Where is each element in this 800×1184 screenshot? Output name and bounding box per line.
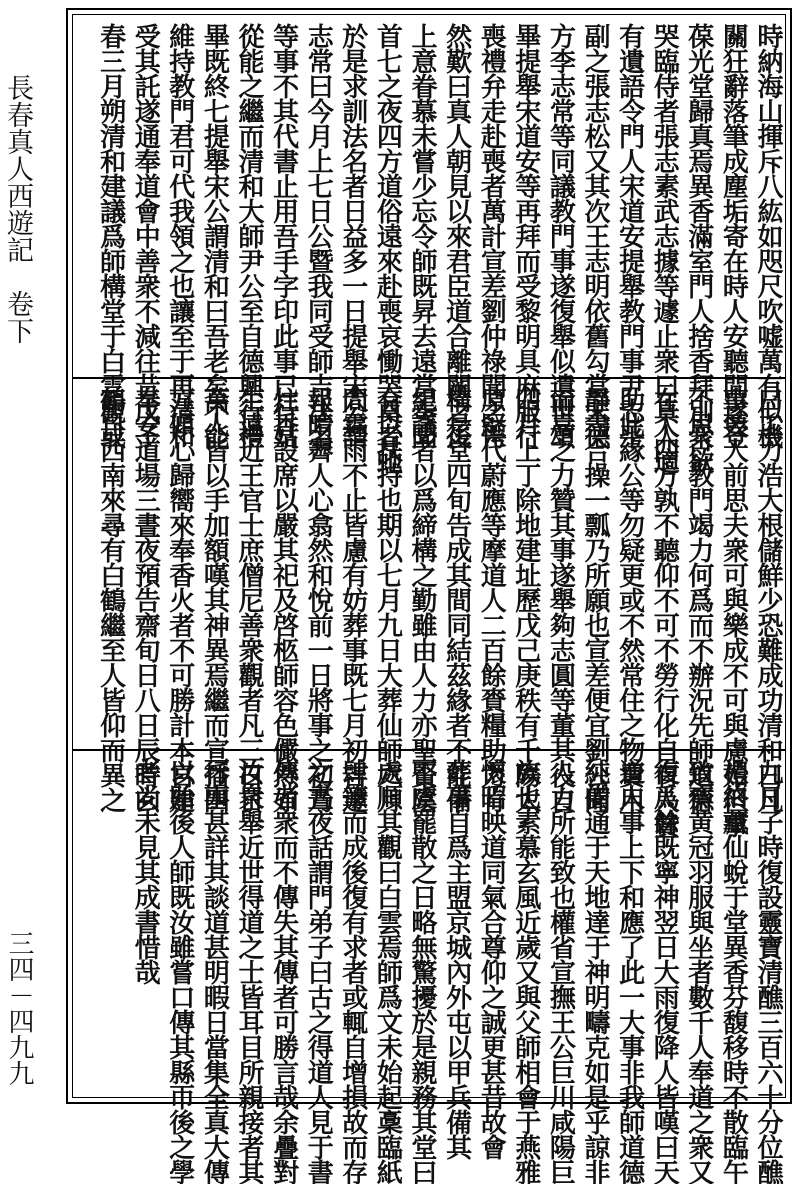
page-frame [66,8,792,1184]
text-column: 紀議者以爲締構之勤雖由人力亦聖賢陰 [407,387,437,812]
text-column: 在人四方孰不聽仰不可不勞行化自有人贊 [649,387,680,837]
text-column: 以貽後人師既汝雖嘗口傳其縣帀後之學 [164,759,195,1184]
text-column: 傳者衆而不傳失其傳者可勝言哉余疊對 [268,759,299,1184]
text-column: 間霖雨不止皆慮有妨葬事既七月初吉遽 [337,387,368,812]
text-column: 奉安道場三晝夜預告齋旬日八日辰時玄 [130,387,161,812]
text-column: 純備通于天地達于神明疇克如是乎諒非 [580,759,610,1184]
text-band-middle [73,377,785,837]
text-column: 肆筆而成後復有求者或輒自增損故而存 [337,759,368,1184]
text-column: 畢既終七提舉宋公謂清和曰吾老矣不能 [199,23,230,448]
text-column: 有以扶持也期以七月九日大葬仙師六月 [372,387,403,812]
text-column: 汝衆舉近世得道之士皆耳目所親接者其 [234,759,264,1184]
text-column: 於是求訓法名者日益多一日提舉宋公謂 [337,23,368,448]
text-column: 從能之繼而清和大師尹公至自德興行禮 [234,23,264,448]
text-column: 方李志常等同議教門事遂復舉似遺世頌 [545,23,576,448]
text-column: 懷昭映道同氣合尊仰之誠更甚昔故會 [476,759,507,1159]
running-title: 長春真人西遊記 卷下 [2,74,33,344]
text-column: 受其託遂通奉道會中善衆不減往昔戊子 [130,23,161,448]
text-column: 而喜之力贊其事遂舉夠志圓等董其役自 [545,387,576,812]
text-column: 志常曰今月上七日公暨我同受師吉法名 [303,23,334,448]
text-column: 時納海山揮斥八紘如咫尺吹嘘萬有似機 [753,23,783,448]
text-column: 助此緣公等勿疑更或不然常住之物費用 [614,387,645,812]
text-column: 報晴霽人心翕然和悅前一日將事之初乃 [303,387,334,812]
text-column: 不虞罷散之日略無驚擾於是親務其堂曰 [407,759,437,1184]
text-column: 炷香設席以嚴其祀及啓柩師容色儼然如 [268,387,299,812]
text-column: 復爲餘既寧神翌日大雨復降人皆嘆曰天 [649,759,680,1184]
text-column: 生遠近王官士庶僧尼善衆觀者凡三日日 [234,387,264,812]
text-column: 不思已教門竭力何爲而不辦況先師道德 [683,387,714,812]
text-block [72,14,786,1184]
text-column: 哭臨侍者張志素武志據等遽止衆曰真人適 [649,23,680,473]
text-column: 道人事上下和應了此一大事非我師道德 [614,759,645,1184]
text-column: 事要人前思夫衆可與樂成不可與慮始但事 [718,387,749,837]
text-column: 葆光堂歸真焉異香滿室門人捨香拜別衆欲 [683,23,714,473]
text-band-bottom [73,749,785,1184]
text-column: 春三月朔清和建議爲師構堂于白雲觀或 [95,23,126,448]
text-column: 者尚未見其成書惜哉 [130,759,161,984]
text-column: 之晝夜話謂門弟子曰古之得道人見于書 [303,759,334,1184]
text-column: 等事不其代書止用吾手字印此事已行姑 [268,23,299,448]
text-column: 葬事自爲主盟京城內外屯以甲兵備其 [441,759,472,1159]
text-column: 致齋黄冠羽服與坐者數千人奉道之衆又 [683,759,714,1184]
text-column: 有遺語令門人宋道安提舉教門事尹志平 [614,23,645,448]
text-column: 原堅代蔚應等摩道人二百餘賚糧助力肯 [476,387,507,812]
text-column: 構是堂四旬告成其間同結茲緣者不能備 [441,387,472,812]
text-column: 族也素慕玄風近歲又與父師相會于燕雅 [510,759,541,1184]
text-column: 副之張志松又其次王志明依舊勾當宋德 [580,23,610,448]
text-column: 四月上丁除地建址歷戊己庚秩有千陽太 [510,387,541,812]
text-column: 畢提舉宋道安等再拜而受黎明具麻服行 [510,23,541,448]
text-column: 鶴自西南來尋有白鶴繼至人皆仰而異之 [95,387,126,812]
text-column: 上意眷慕未嘗少忘令師既昇去遠當奏聞 [407,23,437,448]
text-column: 萬人皆以手加額嘆其神異焉繼而宣播四 [199,387,230,812]
text-column: 維持教門君可代我領之也讓至于再清和 [164,23,195,448]
page-number: 三四－四九九 [4,930,34,1086]
text-column: 靜盡合操一瓢乃所願也宣差便宜劉公聞 [580,387,610,812]
text-column: 方傾心歸嚮來奉香火者不可勝計本宮建 [164,387,195,812]
text-column: 首七之夜四方道俗遠來赴喪哀慟哭奠者虵 [372,23,403,473]
text-column: 人力所能致也權省宣撫王公巨川咸陽巨 [545,759,576,1184]
text-column: 禮終藏仙蛻于堂異香芬馥移時不散臨午 [718,759,749,1184]
text-column: 曰工力浩大根儲鮮少恐難成功清和曰凡 [753,387,783,812]
text-column: 處順其觀曰白雲焉師爲文未始起稾臨紙 [372,759,403,1184]
text-column: 關狂辭落筆成塵垢寄在時人安聽間遂登 [718,23,749,448]
text-band-top [73,15,785,473]
text-column: 九日子時復設靈寶清醮三百六十分位醮 [753,759,783,1184]
text-column: 喪禮弁走赴喪者萬計宣差劉仲祿聞之愕 [476,23,507,448]
text-column: 然歎曰真人朝見以來君臣道合離闕之後 [441,23,472,448]
text-column: 行事甚詳其談道甚明暇日當集全真大傳 [199,759,230,1184]
